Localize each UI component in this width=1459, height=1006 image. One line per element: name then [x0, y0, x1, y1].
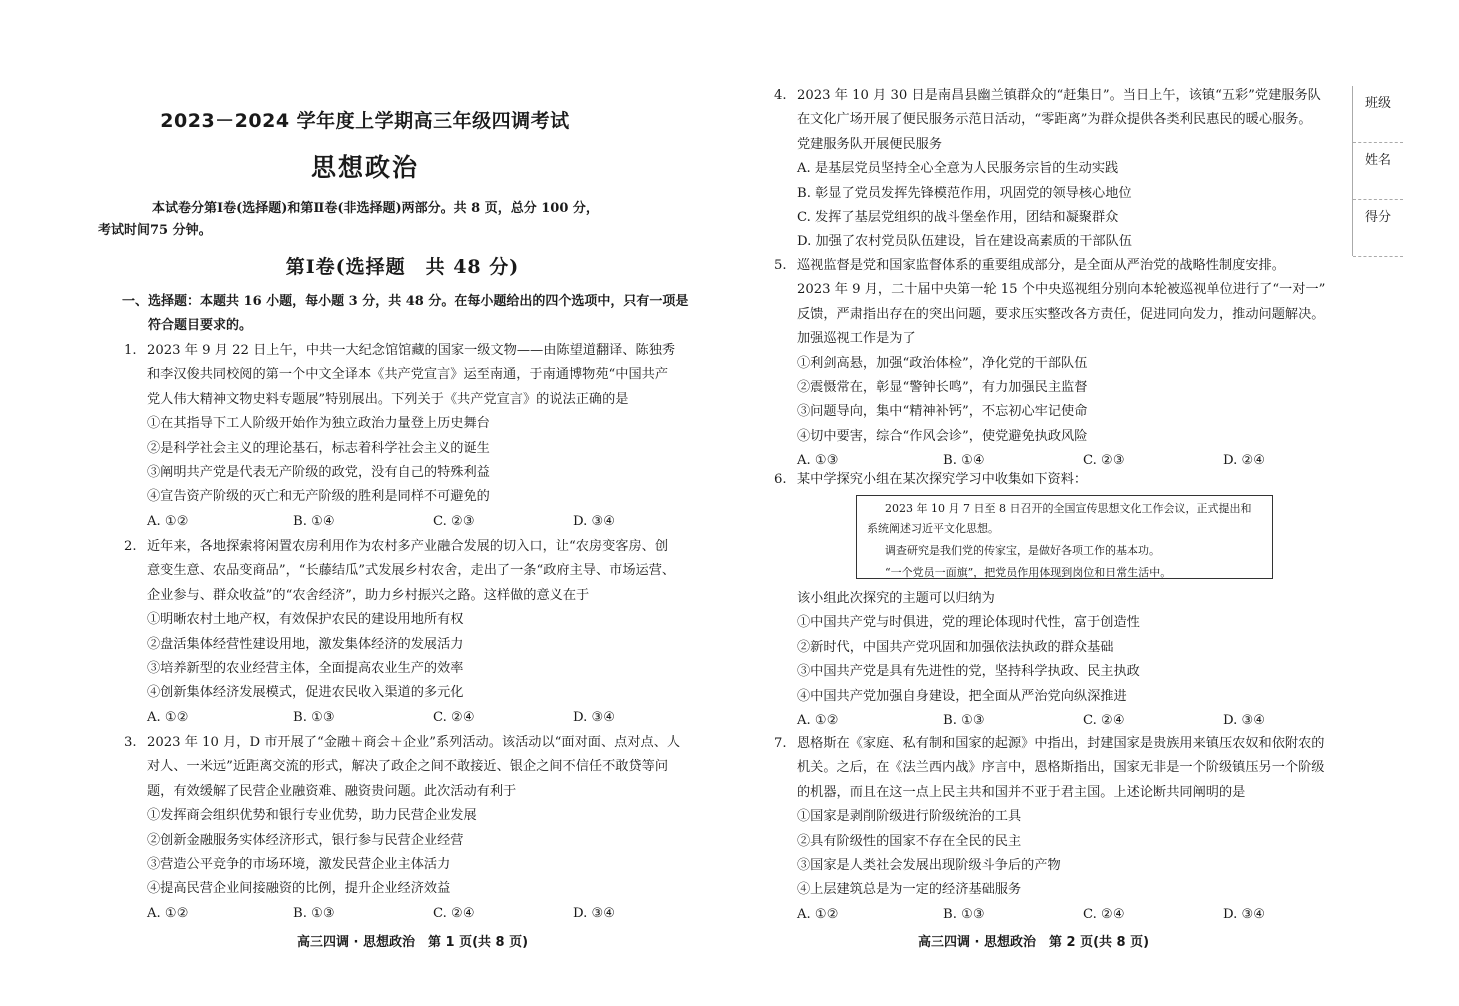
- choice-c[interactable]: C. ②③: [1083, 453, 1125, 469]
- question-stem: 题，有效缓解了民营企业融资难、融资贵问题。此次活动有利于: [147, 783, 517, 799]
- material-line: 2023 年 10 月 7 日至 8 日召开的全国宣传思想文化工作会议，正式提出和: [885, 502, 1252, 515]
- statement: ②新时代，中国共产党巩固和加强依法执政的群众基础: [797, 639, 1114, 655]
- question-stem: 意变生意、农品变商品”，“长藤结瓜”式发展乡村农舍，走出了一条“政府主导、市场运营、: [147, 563, 676, 579]
- answer-choices: [147, 510, 707, 534]
- material-line: 系统阐述习近平文化思想。: [867, 522, 999, 535]
- statement: ③问题导向，集中“精神补钙”，不忘初心牢记使命: [797, 404, 1088, 420]
- question-stem: 某中学探究小组在某次探究学习中收集如下资料：: [797, 472, 1088, 487]
- statement: ①明晰农村土地产权，有效保护农民的建设用地所有权: [147, 612, 464, 628]
- choice-d[interactable]: D. ③④: [573, 513, 616, 529]
- statement: ③中国共产党是具有先进性的党，坚持科学执政、民主执政: [797, 664, 1140, 680]
- answer-choices: [147, 706, 707, 730]
- question-stem: 企业参与、群众收益”的“农舍经济”，助力乡村振兴之路。这样做的意义在于: [147, 587, 590, 603]
- question-number: 4.: [774, 88, 787, 103]
- choice-c[interactable]: C. ②④: [1083, 713, 1125, 729]
- subject-title: 思想政治: [310, 153, 419, 182]
- statement: ①中国共产党与时俱进，党的理论体现时代性，富于创造性: [797, 615, 1140, 631]
- material-line: “一个党员一面旗”，把党员作用体现到岗位和日常生活中。: [885, 566, 1172, 579]
- intro-line: 本试卷分第Ⅰ卷(选择题)和第Ⅱ卷(非选择题)两部分。共 8 页，总分 100 分，: [152, 201, 599, 216]
- choice-d[interactable]: D. ③④: [573, 905, 616, 921]
- question-6-continued: [797, 587, 1342, 733]
- choice-b[interactable]: B. ①④: [293, 513, 335, 529]
- question-4: [774, 84, 1342, 255]
- question-stem: 对人、一米远”近距离交流的形式，解决了政企之间不敢接近、银企之间不信任不敢贷等问: [147, 759, 669, 775]
- question-number: 1.: [124, 343, 137, 358]
- statement: ②具有阶级性的国家不存在全民的民主: [797, 833, 1022, 849]
- score-field[interactable]: [1353, 200, 1403, 257]
- choice-b[interactable]: B. ①③: [293, 905, 335, 921]
- instruction-line: 一、选择题：本题共 16 小题，每小题 3 分，共 48 分。在每小题给出的四个选项中，只有一项是: [122, 294, 689, 309]
- question-stem: 2023 年 10 月，D 市开展了“金融＋商会＋企业”系列活动。该活动以“面对面、点对点、人: [147, 735, 681, 750]
- choice-b[interactable]: B. ①③: [293, 709, 335, 725]
- statement: ③培养新型的农业经营主体，全面提高农业生产的效率: [147, 661, 464, 677]
- choice-d[interactable]: D. ③④: [1223, 713, 1266, 729]
- choice-c[interactable]: C. 发挥了基层党组织的战斗堡垒作用，团结和凝聚群众: [797, 210, 1119, 226]
- statement: ②震慑常在，彰显“警钟长鸣”，有力加强民主监督: [797, 380, 1088, 396]
- question-3: [124, 731, 707, 926]
- question-stem: 党人伟大精神文物史料专题展”特别展出。下列关于《共产党宣言》的说法正确的是: [147, 391, 629, 407]
- question-stem: 的机器，而且在这一点上民主共和国并不亚于君主国。上述论断共同阐明的是: [797, 784, 1246, 800]
- question-2: [124, 535, 707, 730]
- statement: ③国家是人类社会发展出现阶级斗争后的产物: [797, 858, 1061, 874]
- question-number: 5.: [774, 258, 787, 273]
- source-material-box: [856, 495, 1273, 579]
- choice-c[interactable]: C. ②④: [433, 905, 475, 921]
- choice-a[interactable]: A. ①②: [147, 513, 189, 529]
- question-stem: 反馈，严肃指出存在的突出问题，要求压实整改各方责任，促进同向发力，推动问题解决。: [797, 306, 1325, 322]
- choice-a[interactable]: A. 是基层党员坚持全心全意为人民服务宗旨的生动实践: [797, 161, 1119, 177]
- choice-d[interactable]: D. ②④: [1223, 453, 1266, 469]
- choice-b[interactable]: B. ①③: [943, 713, 985, 729]
- question-number: 7.: [774, 736, 787, 751]
- question-stem: 机关。之后，在《法兰西内战》序言中，恩格斯指出，国家无非是一个阶级镇压另一个阶级: [797, 760, 1325, 776]
- question-6: [774, 468, 1342, 492]
- choice-a[interactable]: A. ①②: [147, 905, 189, 921]
- choice-a[interactable]: A. ①②: [147, 709, 189, 725]
- student-info-box: [1352, 86, 1403, 256]
- choice-d[interactable]: D. ③④: [1223, 906, 1266, 922]
- choice-b[interactable]: B. ①④: [943, 453, 985, 469]
- instruction-line: 符合题目要求的。: [148, 318, 253, 333]
- choice-c[interactable]: C. ②④: [1083, 906, 1125, 922]
- statement: ①利剑高悬，加强“政治体检”，净化党的干部队伍: [797, 355, 1088, 371]
- question-stem: 近年来，各地探索将闲置农房利用作为农村多产业融合发展的切入口，让“农房变客房、创: [147, 539, 669, 554]
- statement: ①国家是剥削阶级进行阶级统治的工具: [797, 809, 1022, 825]
- page-footer: 高三四调 · 思想政治 第 2 页(共 8 页): [918, 935, 1150, 950]
- question-5: [774, 254, 1342, 474]
- statement: ②是科学社会主义的理论基石，标志着科学社会主义的诞生: [147, 440, 490, 456]
- question-stem: 该小组此次探究的主题可以归纳为: [797, 591, 995, 606]
- question-stem: 恩格斯在《家庭、私有制和国家的起源》中指出，封建国家是贵族用来镇压农奴和依附农的: [797, 736, 1325, 751]
- choice-a[interactable]: A. ①②: [797, 906, 839, 922]
- exam-title: 2023－2024 学年度上学期高三年级四调考试: [160, 110, 570, 132]
- question-stem: 在文化广场开展了便民服务示范日活动，“零距离”为群众提供各类利民惠民的暖心服务。: [797, 112, 1312, 128]
- question-stem: 2023 年 9 月 22 日上午，中共一大纪念馆馆藏的国家一级文物——由陈望道翻译、陈独秀: [147, 343, 676, 358]
- name-field[interactable]: [1353, 143, 1403, 200]
- question-stem: 2023 年 10 月 30 日是南昌县幽兰镇群众的“赶集日”。当日上午，该镇“五彩”党建服务队: [797, 88, 1321, 103]
- material-line: 调查研究是我们党的传家宝，是做好各项工作的基本功。: [885, 544, 1160, 557]
- statement: ④中国共产党加强自身建设，把全面从严治党向纵深推进: [797, 688, 1127, 704]
- class-field[interactable]: [1353, 86, 1403, 143]
- statement: ④提高民营企业间接融资的比例，提升企业经济效益: [147, 881, 451, 897]
- answer-choices: [797, 903, 1342, 927]
- statement: ④切中要害，综合“作风会诊”，使党避免执政风险: [797, 428, 1088, 444]
- score-label: 得分: [1365, 210, 1392, 225]
- question-stem: 巡视监督是党和国家监督体系的重要组成部分，是全面从严治党的战略性制度安排。: [797, 258, 1285, 273]
- section-instruction: [122, 290, 692, 338]
- choice-d[interactable]: D. ③④: [573, 709, 616, 725]
- page-footer: 高三四调 · 思想政治 第 1 页(共 8 页): [297, 935, 529, 950]
- choice-a[interactable]: A. ①②: [797, 713, 839, 729]
- question-number: 2.: [124, 539, 137, 554]
- statement: ①在其指导下工人阶级开始作为独立政治力量登上历史舞台: [147, 416, 490, 432]
- class-label: 班级: [1365, 96, 1392, 111]
- question-stem: 2023 年 9 月，二十届中央第一轮 15 个中央巡视组分别向本轮被巡视单位进行了“一对一”: [797, 282, 1326, 298]
- answer-choices: [147, 902, 707, 926]
- question-stem: 加强巡视工作是为了: [797, 331, 916, 347]
- answer-choices: [797, 709, 1342, 733]
- exam-intro: [98, 198, 658, 242]
- statement: ③阐明共产党是代表无产阶级的政党，没有自己的特殊利益: [147, 465, 490, 481]
- question-1: [124, 339, 707, 534]
- statement: ②盘活集体经营性建设用地，激发集体经济的发展活力: [147, 636, 464, 652]
- choice-b[interactable]: B. ①③: [943, 906, 985, 922]
- question-stem: 党建服务队开展便民服务: [797, 136, 943, 152]
- statement: ③营造公平竞争的市场环境，激发民营企业主体活力: [147, 857, 451, 873]
- question-number: 3.: [124, 735, 137, 750]
- choice-c[interactable]: C. ②④: [433, 709, 475, 725]
- choice-c[interactable]: C. ②③: [433, 513, 475, 529]
- choice-a[interactable]: A. ①③: [797, 453, 839, 469]
- choice-b[interactable]: B. 彰显了党员发挥先锋模范作用，巩固党的领导核心地位: [797, 185, 1132, 201]
- name-label: 姓名: [1365, 153, 1392, 168]
- question-stem: 和李汉俊共同校阅的第一个中文全译本《共产党宣言》运至南通，于南通博物苑“中国共产: [147, 367, 669, 383]
- statement: ④宣告资产阶级的灭亡和无产阶级的胜利是同样不可避免的: [147, 489, 490, 505]
- statement: ④创新集体经济发展模式，促进农民收入渠道的多元化: [147, 685, 464, 701]
- choice-d[interactable]: D. 加强了农村党员队伍建设，旨在建设高素质的干部队伍: [797, 234, 1132, 250]
- statement: ②创新金融服务实体经济形式，银行参与民营企业经营: [147, 832, 464, 848]
- statement: ④上层建筑总是为一定的经济基础服务: [797, 882, 1022, 898]
- question-7: [774, 732, 1342, 927]
- intro-line: 考试时间75 分钟。: [98, 223, 212, 238]
- statement: ①发挥商会组织优势和银行专业优势，助力民营企业发展: [147, 808, 477, 824]
- section-title: 第Ⅰ卷(选择题 共 48 分): [285, 256, 520, 278]
- question-number: 6.: [774, 472, 787, 487]
